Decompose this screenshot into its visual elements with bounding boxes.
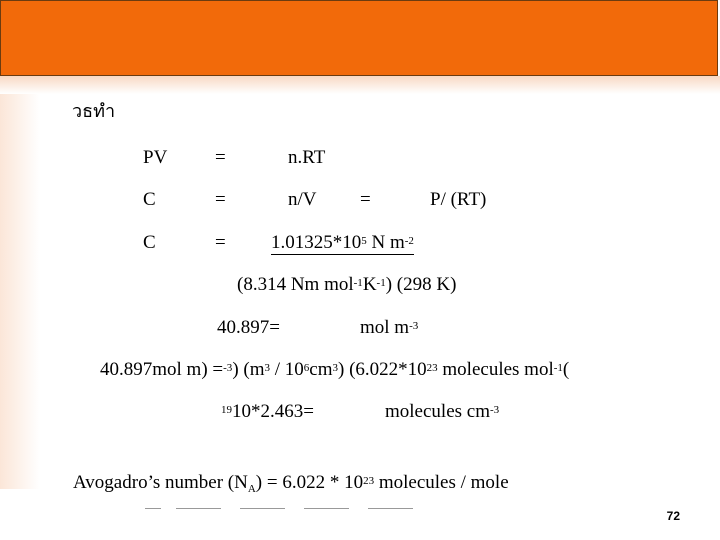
denominator-part-c: ) (298 K) [385,274,457,295]
eq2-equals-2: = [360,189,371,210]
footer-dash [176,508,221,509]
conv-e3: 6 [303,362,310,375]
denominator-part-a: (8.314 Nm mol [237,274,354,295]
result1-unit-text: mol m [360,317,410,338]
eq1-equals: = [215,147,226,168]
page-number: 72 [666,509,680,523]
conv-e5: 23 [426,362,438,375]
eq2-equals: = [215,189,226,210]
eq2-rhs: n/V [288,189,317,210]
conv-f: ) (6.022*10 [338,359,427,380]
eq2-lhs: C [143,189,156,210]
method-heading: วธทำ [72,101,116,122]
header-shadow [0,76,720,94]
conv-a: 40.897mol m) = [100,359,224,380]
conv-d: cm [309,359,333,380]
denominator-exp-1: -1 [353,277,363,290]
result1-unit-exp: -3 [409,320,419,333]
avogadro-exp: 23 [363,475,375,488]
avogadro-line [73,472,509,495]
eq1-rhs: n.RT [288,147,326,168]
eq2-rhs-2: P/ (RT) [430,189,487,210]
conversion-line [100,360,569,379]
footer-dash [145,508,161,509]
numerator-exp: 5 [361,235,367,248]
conv-e4: 3 [332,362,338,375]
eq3-denominator [237,275,456,294]
conv-c: / 10 [270,359,304,380]
denominator-part-b: K [362,274,377,295]
numerator-unit: N m [366,232,405,253]
conv-g: molecules mol [437,359,554,380]
footer-dash [304,508,349,509]
conv-h: ( [562,359,570,380]
conv-e2: 3 [264,362,270,375]
avogadro-c: molecules / mole [374,472,509,493]
header-bar [0,0,718,76]
footer-dash [368,508,413,509]
result2-unit-text: molecules cm [385,401,490,422]
result2-value [221,402,314,421]
result2-unit [385,402,499,421]
side-gradient [0,94,40,489]
numerator-value: 1.01325*10 [271,232,362,253]
result2-number: 10*2.463= [232,401,314,422]
result1-unit [360,318,418,337]
conv-e6: -1 [553,362,563,375]
eq3-lhs: C [143,232,156,253]
conv-b: ) (m [232,359,265,380]
avogadro-a: Avogadro’s number (N [73,472,248,493]
conv-e1: -3 [223,362,233,375]
eq3-numerator [271,233,414,252]
avogadro-b: ) = 6.022 * 10 [255,472,364,493]
eq3-equals: = [215,232,226,253]
result1-value: 40.897= [217,317,280,338]
result2-pre-exp: 19 [221,404,232,417]
eq1-lhs: PV [143,147,168,168]
avogadro-sub: A [247,482,256,495]
result2-unit-exp: -3 [490,404,500,417]
footer-dash [240,508,285,509]
numerator-unit-exp: -2 [404,235,414,248]
denominator-exp-2: -1 [376,277,386,290]
